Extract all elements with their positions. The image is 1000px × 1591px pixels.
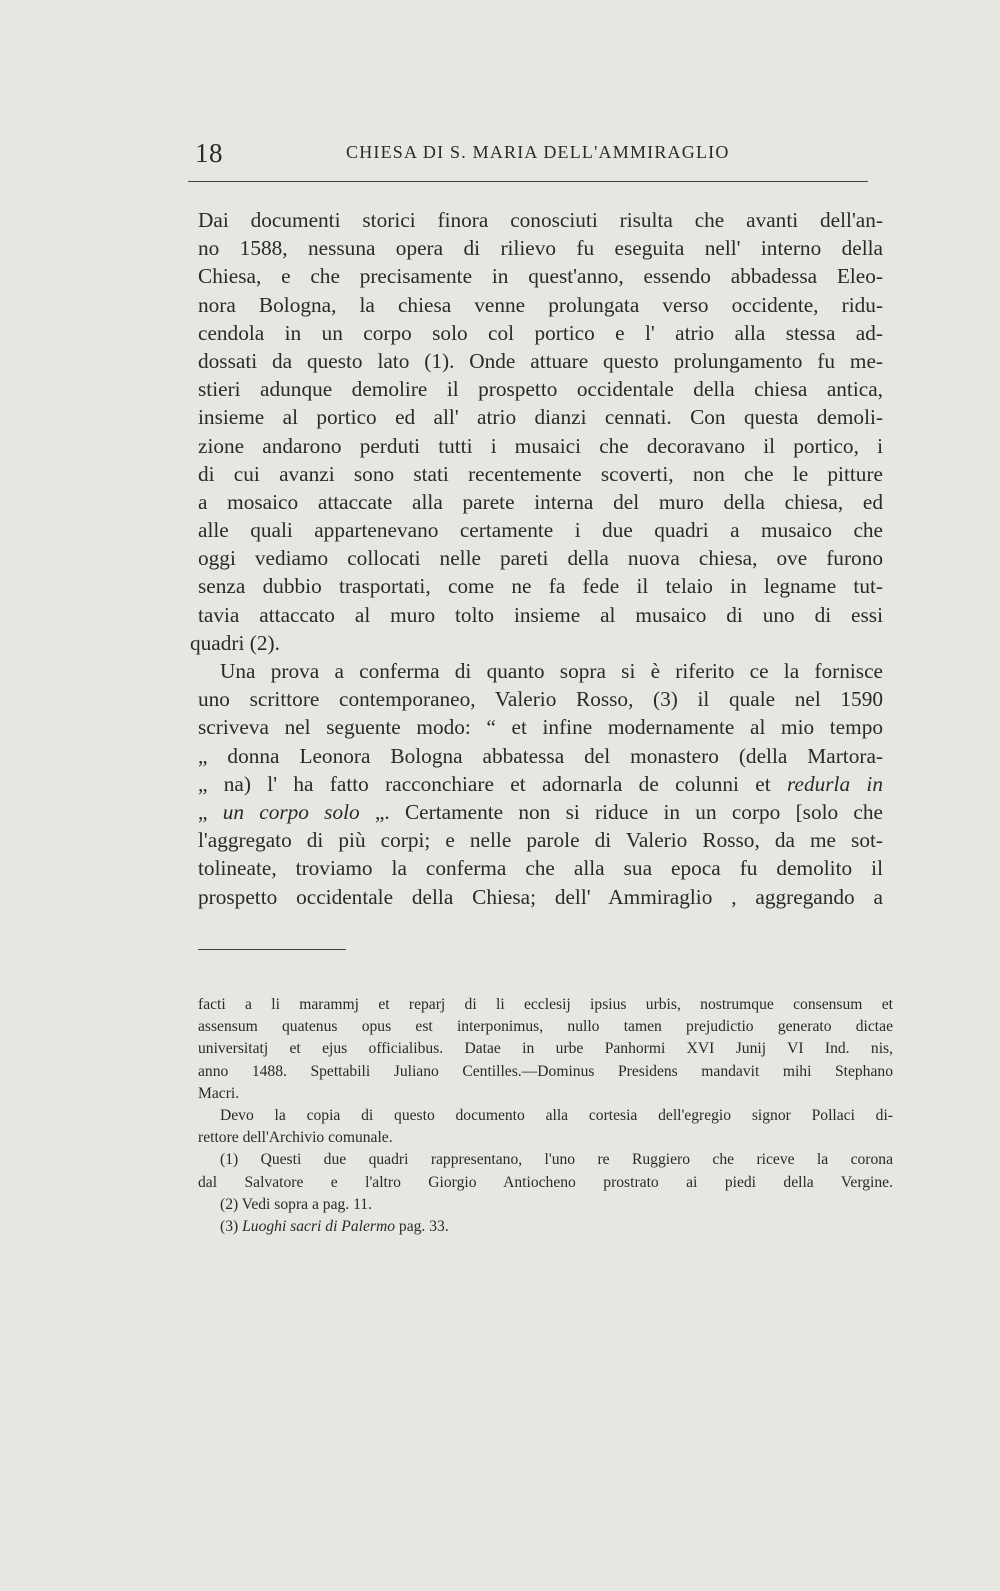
footnote-line xyxy=(198,1216,893,1238)
body-line: insieme al portico ed all' atrio dianzi cennati. Con questa demoli- xyxy=(198,405,883,430)
body-line: nora Bologna, la chiesa venne prolungata verso occidente, ridu- xyxy=(198,292,883,317)
body-line-text: „. Certamente non si riduce in un corpo [solo che xyxy=(374,799,883,824)
body-line xyxy=(198,798,883,826)
body-line: tavia attaccato al muro tolto insieme al musaico di uno di essi xyxy=(198,602,883,627)
footnotes xyxy=(198,994,893,1238)
footnote-line: Macri. xyxy=(198,1084,240,1102)
body-line: alle quali appartenevano certamente i due quadri a musaico che xyxy=(198,518,883,543)
body-line: uno scrittore contemporaneo, Valerio Rosso, (3) il quale nel 1590 xyxy=(198,687,883,712)
body-line-italic: redurla in xyxy=(787,771,883,796)
footnote-rule xyxy=(198,949,346,950)
footnote-line: universitatj et ejus officialibus. Datae in urbe Panhormi XVI Junij VI Ind. nis, xyxy=(198,1040,893,1058)
footnote-line: facti a li marammj et reparj di li ecclesij ipsius urbis, nostrumque consensum et xyxy=(198,996,893,1013)
body-line-quote-mark: „ xyxy=(198,799,208,824)
header-rule xyxy=(188,181,868,182)
body-line: Una prova a conferma di quanto sopra si è riferito ce la fornisce xyxy=(220,659,883,683)
body-line: senza dubbio trasportati, come ne fa fede il telaio in legname tut- xyxy=(198,574,883,599)
footnote-text: pag. 33. xyxy=(398,1217,449,1235)
body-line: dossati da questo lato (1). Onde attuare questo prolungamento fu me- xyxy=(198,348,883,373)
footnote-line: (1) Questi due quadri rappresentano, l'uno re Ruggiero che riceve la corona xyxy=(220,1151,893,1169)
body-line: l'aggregato di più corpi; e nelle parole di Valerio Rosso, da me sot- xyxy=(198,828,883,853)
running-title: CHIESA DI S. MARIA DELL'AMMIRAGLIO xyxy=(346,142,730,162)
body-line: scriveva nel seguente modo: “ et infine modernamente al mio tempo xyxy=(198,715,883,740)
body-line-text: „ na) l' ha fatto racconchiare et adornarla de colunni et xyxy=(198,771,771,796)
footnote-line: anno 1488. Spettabili Juliano Centilles.—Dominus Presidens mandavit mihi Stephano xyxy=(198,1062,893,1080)
body-line-italic: un corpo solo xyxy=(222,799,360,824)
body-line: „ donna Leonora Bologna abbatessa del monastero (della Martora- xyxy=(198,743,883,768)
body-line: no 1588, nessuna opera di rilievo fu eseguita nell' interno della xyxy=(198,236,883,261)
page-number: 18 xyxy=(195,138,223,168)
body-line: zione andarono perduti tutti i musaici che decoravano il portico, i xyxy=(198,433,883,458)
footnote-number: (3) xyxy=(220,1217,239,1235)
body-line: quadri (2). xyxy=(190,630,280,655)
body-line: Dai documenti storici finora conosciuti risulta che avanti dell'an- xyxy=(198,208,883,232)
body-line: Chiesa, e che precisamente in quest'anno, essendo abbadessa Eleo- xyxy=(198,264,883,289)
footnote-line: rettore dell'Archivio comunale. xyxy=(198,1129,393,1147)
footnote-line: (2) Vedi sopra a pag. 11. xyxy=(220,1195,372,1213)
body-line xyxy=(198,770,883,798)
body-line: di cui avanzi sono stati recentemente scoverti, non che le pitture xyxy=(198,461,883,486)
footnote-italic: Luoghi sacri di Palermo xyxy=(242,1217,396,1235)
body-line: tolineate, troviamo la conferma che alla sua epoca fu demolito il xyxy=(198,856,883,881)
footnote-line: Devo la copia di questo documento alla cortesia dell'egregio signor Pollaci di- xyxy=(220,1106,893,1124)
body-line: cendola in un corpo solo col portico e l' atrio alla stessa ad- xyxy=(198,320,883,345)
body-line: stieri adunque demolire il prospetto occidentale della chiesa antica, xyxy=(198,377,883,402)
footnote-line: assensum quatenus opus est interponimus, nullo tamen prejudictio generato dictae xyxy=(198,1018,893,1036)
body-line: oggi vediamo collocati nelle pareti della nuova chiesa, ove furono xyxy=(198,546,883,571)
body-text xyxy=(190,206,883,911)
body-line: prospetto occidentale della Chiesa; dell' Ammiraglio , aggregando a xyxy=(198,884,883,909)
footnote-line: dal Salvatore e l'altro Giorgio Antiocheno prostrato ai piedi della Vergine. xyxy=(198,1173,893,1191)
body-line: a mosaico attaccate alla parete interna del muro della chiesa, ed xyxy=(198,489,883,514)
